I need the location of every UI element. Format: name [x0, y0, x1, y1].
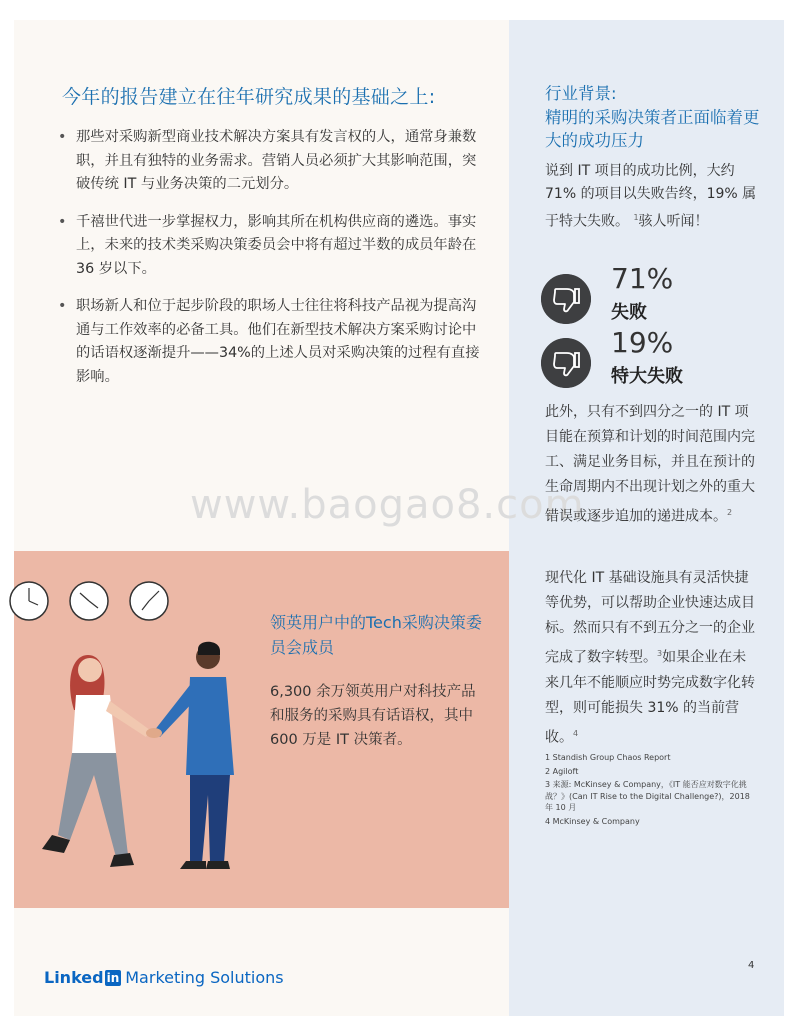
clock-icon: [128, 580, 170, 622]
thumbs-down-icon: [541, 274, 591, 324]
logo-text: Linked: [44, 968, 104, 987]
footnote-ref: 3: [657, 649, 663, 658]
bullet-item: • 那些对采购新型商业技术解决方案具有发言权的人，通常身兼数职，并且有独特的业务需求。营销人员必须扩大其影响范围，突破传统 IT 与业务决策的二元划分。: [58, 126, 483, 197]
intro-tail: 骇人听闻！: [638, 213, 709, 230]
panel-title: 领英用户中的Tech采购决策委员会成员: [270, 613, 482, 657]
footnote: 2 Agiloft: [545, 766, 579, 776]
footnote-ref: 2: [727, 508, 733, 517]
clock-icon: [68, 580, 110, 622]
footnote: 1 Standish Group Chaos Report: [545, 753, 671, 762]
stat-label: 失败: [611, 302, 647, 323]
stat-value: 19%: [611, 326, 674, 359]
stat-failure: [541, 262, 771, 324]
intro-text: 说到 IT 项目的成功比例，大约 71% 的项目以失败告终，19% 属于特大失败。: [545, 163, 757, 230]
logo-in-badge: in: [106, 971, 120, 985]
sidebar-intro: [545, 160, 770, 234]
sidebar-title-line: 行业背景:: [545, 84, 617, 103]
bullet-item: • 职场新人和位于起步阶段的职场人士往往将科技产品视为提高沟通与工作效率的必备工具。他们在新型技术解决方案采购讨论中的话语权逐渐提升——34%的上述人员对采购决策的过程有直接影响。: [58, 295, 483, 389]
sidebar-title-line: 精明的采购决策者正面临着更大的成功压力: [545, 107, 760, 150]
footnotes: [545, 752, 760, 829]
logo-subtitle: Marketing Solutions: [125, 968, 284, 987]
paragraph-text: 此外，只有不到四分之一的 IT 项目能在预算和计划的时间范围内完工、满足业务目标，并且在预计的生命周期内不出现计划之外的重大错误或逐步追加的递进成本。: [545, 404, 755, 525]
handshake-illustration: [30, 635, 250, 875]
stat-label: 特大失败: [611, 366, 683, 387]
thumbs-down-icon: [541, 338, 591, 388]
linkedin-logo: [44, 968, 284, 987]
footnote-ref: 1: [633, 213, 639, 222]
stat-major-failure: [541, 326, 771, 388]
paragraph-text: 如果企业在未来几年不能顺应时势完成数字化转型，则可能损失 31% 的当前营收。: [545, 649, 755, 746]
watermark: www.baogao8.com: [190, 482, 585, 528]
section-heading: 今年的报告建立在往年研究成果的基础之上:: [62, 86, 436, 108]
bullet-list: [58, 126, 483, 403]
footnote: 3 来源: McKinsey & Company，《IT 能否应对数字化挑战？》(Can IT Rise to the Digital Challenge?)，2018 年 10 月: [545, 780, 750, 812]
sidebar-paragraph: [545, 400, 760, 530]
panel-body: 6,300 余万领英用户对科技产品和服务的采购具有话语权，其中 600 万是 IT 决策者。: [270, 684, 476, 748]
footnote-ref: 4: [573, 728, 579, 738]
bullet-item: • 千禧世代进一步掌握权力，影响其所在机构供应商的遴选。事实上，未来的技术类采购决策委员会中将有超过半数的成员年龄在 36 岁以下。: [58, 211, 483, 282]
sidebar-paragraph: [545, 566, 760, 750]
clock-icon: [8, 580, 50, 622]
stat-value: 71%: [611, 262, 674, 295]
page-number: 4: [748, 960, 755, 971]
footnote: 4 McKinsey & Company: [545, 816, 640, 826]
paragraph-text: 现代化 IT 基础设施具有灵活快捷等优势，可以帮助企业快速达成目标。然而只有不到五分之一的企业完成了数字转型。: [545, 570, 755, 666]
sidebar-title: [545, 82, 765, 153]
